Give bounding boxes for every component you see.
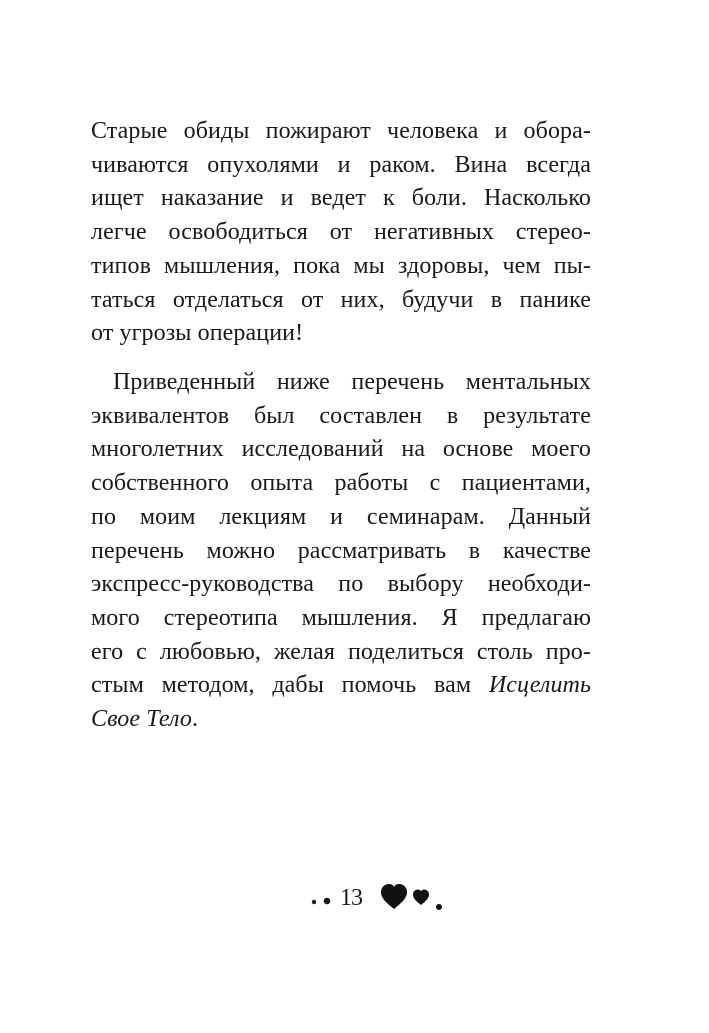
text-line: перечень можно рассматривать в качестве — [91, 537, 591, 564]
text-line: многолетних исследований на основе моего — [91, 436, 591, 463]
text-line: Приведенный ниже перечень ментальных — [113, 369, 591, 395]
small-heart-icon — [413, 890, 429, 906]
text-line: экспресс-руководства по выбору необходи- — [91, 571, 591, 598]
page-footer — [0, 878, 709, 922]
text-line: эквивалентов был составлен в результате — [91, 402, 591, 429]
dot-icon — [324, 898, 331, 905]
large-heart-icon — [381, 884, 407, 909]
text-line: по моим лекциям и семинарам. Данный — [91, 503, 591, 530]
paragraph-2 — [91, 366, 591, 737]
text-line — [91, 669, 591, 703]
paragraph-1 — [91, 115, 591, 351]
text-line: таться отделаться от них, будучи в панике — [91, 286, 591, 313]
small-dot-icon — [312, 900, 316, 904]
text-line: типов мышления, пока мы здоровы, чем пы- — [91, 252, 591, 279]
italic-phrase: Свое Тело — [91, 706, 192, 733]
text-line: легче освободиться от негативных стерео- — [91, 219, 591, 246]
text-fragment: стым методом, дабы помочь вам — [91, 672, 472, 699]
punctuation: . — [191, 706, 199, 733]
text-line: ищет наказание и ведет к боли. Насколько — [91, 185, 591, 212]
page-number: 13 — [340, 885, 362, 911]
text-line: чиваются опухолями и раком. Вина всегда — [91, 151, 591, 178]
text-line: его с любовью, желая поделиться столь про- — [91, 638, 591, 665]
text-line: Старые обиды пожирают человека и обора- — [91, 118, 591, 144]
dot-icon — [436, 904, 442, 910]
text-line: от угрозы операции! — [91, 320, 304, 347]
text-line: мого стереотипа мышления. Я предлагаю — [91, 604, 591, 631]
heart-ornament-icon — [378, 878, 528, 922]
text-line — [91, 703, 591, 737]
text-line: собственного опыта работы с пациентами, — [91, 470, 591, 497]
italic-phrase: Исцелить — [488, 672, 592, 699]
